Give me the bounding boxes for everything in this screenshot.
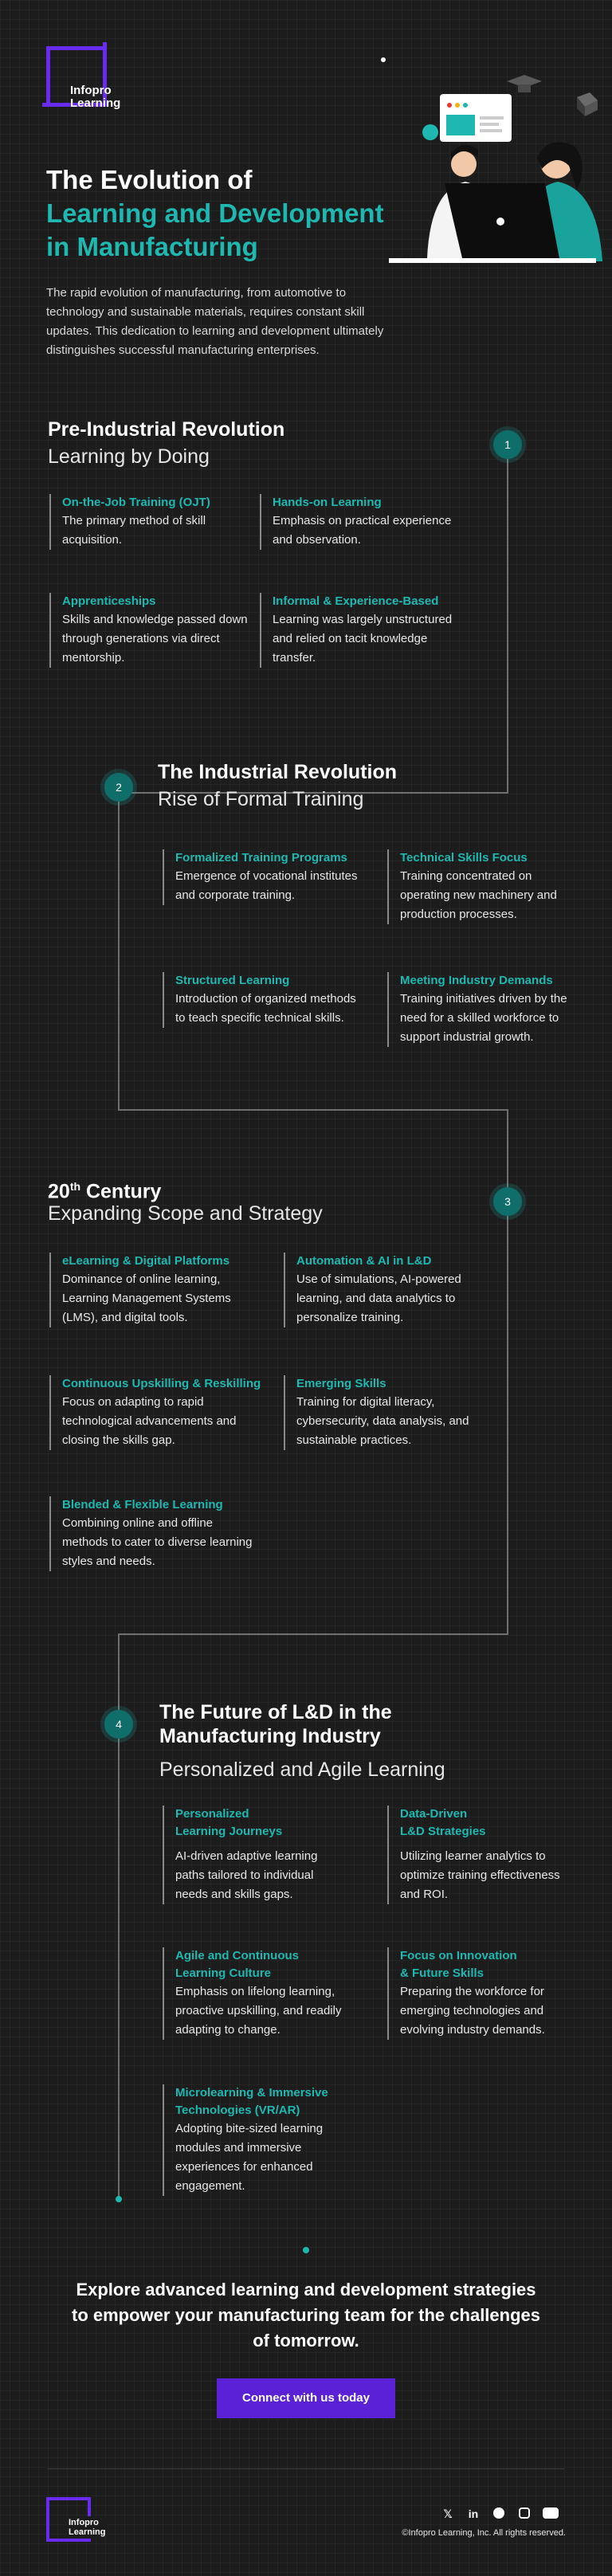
section-subtitle: Personalized and Agile Learning xyxy=(159,1759,445,1781)
card-title: Microlearning & Immersive Technologies (VR/AR) xyxy=(175,2086,328,2117)
sparkle-icon xyxy=(381,57,386,62)
card-title: Informal & Experience-Based xyxy=(273,594,439,608)
timeline-line xyxy=(507,456,508,794)
card-text: Introduction of organized methods to teach specific technical skills. xyxy=(175,992,356,1025)
card-title: Formalized Training Programs xyxy=(175,851,347,865)
timeline-line xyxy=(118,1109,508,1111)
card xyxy=(260,593,467,668)
card-title: Continuous Upskilling & Reskilling xyxy=(62,1377,261,1390)
title-line-3: in Manufacturing xyxy=(46,232,258,261)
card-text: Emphasis on lifelong learning, proactive upskilling, and readily adapting to change. xyxy=(175,1985,342,2037)
card xyxy=(387,1806,579,1904)
x-icon[interactable]: 𝕏 xyxy=(443,2507,453,2520)
card xyxy=(163,2084,362,2196)
card-title: Hands-on Learning xyxy=(273,496,382,509)
card-title: Automation & AI in L&D xyxy=(296,1254,432,1268)
card-text: AI-driven adaptive learning paths tailored to individual needs and skills gaps. xyxy=(175,1849,318,1901)
card-text: Learning was largely unstructured and relied on tacit knowledge transfer. xyxy=(273,613,453,665)
card-text: Dominance of online learning, Learning Management Systems (LMS), and digital tools. xyxy=(62,1272,231,1324)
footer-divider xyxy=(48,2468,564,2469)
linkedin-icon[interactable]: in xyxy=(468,2507,479,2520)
card-title: Apprenticeships xyxy=(62,594,156,608)
copyright-text: ©Infopro Learning, Inc. All rights reserved. xyxy=(402,2528,566,2538)
card xyxy=(49,593,253,668)
card xyxy=(163,972,362,1028)
section-title: The Future of L&D in the Manufacturing Industry xyxy=(159,1701,392,1747)
card xyxy=(49,1375,273,1450)
card xyxy=(387,972,579,1047)
card xyxy=(387,1947,579,2040)
section-subtitle: Rise of Formal Training xyxy=(158,788,364,810)
section-number-badge: 4 xyxy=(104,1710,133,1739)
instagram-icon[interactable] xyxy=(516,2507,532,2520)
card-text: Training for digital literacy, cybersecurity, data analysis, and sustainable practices. xyxy=(296,1395,469,1447)
card-text: Utilizing learner analytics to optimize training effectiveness and ROI. xyxy=(400,1849,560,1901)
card xyxy=(387,849,579,924)
section-number-badge: 2 xyxy=(104,773,133,802)
card-text: Adopting bite-sized learning modules and immersive experiences for enhanced engagement. xyxy=(175,2122,324,2193)
card xyxy=(284,1375,483,1450)
section-number-badge: 3 xyxy=(493,1187,522,1216)
card-text: Emphasis on practical experience and observation. xyxy=(273,514,452,547)
section-subtitle: Learning by Doing xyxy=(48,445,210,468)
logo-text: Infopro Learning xyxy=(69,2518,106,2537)
card xyxy=(49,1496,257,1571)
card-title: Data-Driven L&D Strategies xyxy=(400,1807,486,1838)
card-title: Blended & Flexible Learning xyxy=(62,1498,223,1511)
card xyxy=(284,1253,491,1327)
card-title: Technical Skills Focus xyxy=(400,851,528,865)
card-text: Emergence of vocational institutes and corporate training. xyxy=(175,869,358,902)
section-title: 20th Century xyxy=(48,1180,162,1203)
timeline-line xyxy=(118,792,120,1111)
section-subtitle: Expanding Scope and Strategy xyxy=(48,1202,323,1225)
connect-button[interactable]: Connect with us today xyxy=(217,2378,395,2418)
card-text: Combining online and offline methods to cater to diverse learning styles and needs. xyxy=(62,1516,253,1568)
card-text: Training concentrated on operating new machinery and production processes. xyxy=(400,869,557,921)
section-title: Pre-Industrial Revolution xyxy=(48,418,285,441)
card xyxy=(163,1806,346,1904)
timeline-end-dot xyxy=(116,2196,122,2202)
card xyxy=(260,494,467,550)
hero-description: The rapid evolution of manufacturing, from automotive to technology and sustainable materials, requires constant skill updates. This dedication to learning and development ultimately distinguishes successful manufacturing enterprises. xyxy=(46,286,384,357)
card xyxy=(49,1253,265,1327)
card-text: Focus on adapting to rapid technological advancements and closing the skills gap. xyxy=(62,1395,237,1447)
card-text: Use of simulations, AI-powered learning, and data analytics to personalize training. xyxy=(296,1272,461,1324)
hero-illustration xyxy=(389,70,612,269)
section-number-badge: 1 xyxy=(493,430,522,459)
card-text: The primary method of skill acquisition. xyxy=(62,514,206,547)
card-text: Skills and knowledge passed down through generations via direct mentorship. xyxy=(62,613,248,665)
card-title: Structured Learning xyxy=(175,974,290,987)
youtube-icon[interactable] xyxy=(542,2507,559,2520)
card-text: Preparing the workforce for emerging technologies and evolving industry demands. xyxy=(400,1985,545,2037)
card-title: Emerging Skills xyxy=(296,1377,386,1390)
infopro-logo[interactable] xyxy=(46,46,121,112)
timeline-connector-dot xyxy=(303,2247,309,2253)
section-title: The Industrial Revolution xyxy=(158,761,398,783)
card xyxy=(49,494,253,550)
card-title: Agile and Continuous Learning Culture xyxy=(175,1949,299,1980)
card-title: Meeting Industry Demands xyxy=(400,974,553,987)
cta-text: Explore advanced learning and development strategies to empower your manufacturing team for the challenges of tomorrow. xyxy=(72,2280,540,2351)
footer-logo[interactable] xyxy=(46,2497,106,2542)
card-title: eLearning & Digital Platforms xyxy=(62,1254,230,1268)
card-title: Personalized Learning Journeys xyxy=(175,1807,283,1838)
title-line-1: The Evolution of xyxy=(46,165,253,194)
card-title: On-the-Job Training (OJT) xyxy=(62,496,210,509)
logo-text: Infopro Learning xyxy=(70,84,121,110)
card-text: Training initiatives driven by the need for a skilled workforce to support industrial growth. xyxy=(400,992,567,1044)
title-line-2: Learning and Development xyxy=(46,198,384,228)
card xyxy=(163,849,362,905)
spotify-icon[interactable] xyxy=(491,2507,507,2520)
card-title: Focus on Innovation & Future Skills xyxy=(400,1949,517,1980)
page-title xyxy=(46,163,397,264)
card xyxy=(163,1947,354,2040)
timeline-line xyxy=(118,1633,508,1635)
